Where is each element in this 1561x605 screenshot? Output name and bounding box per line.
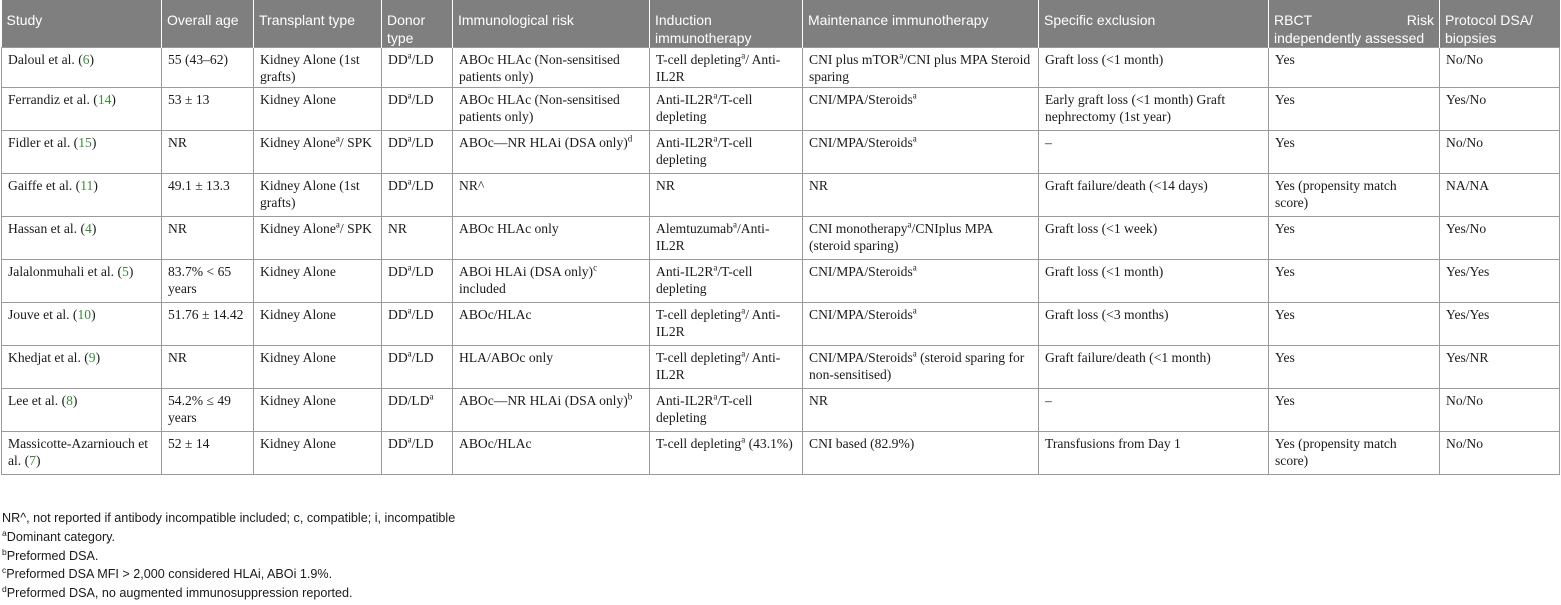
cell-induction: T-cell depleting$^a$/ Anti-IL2R xyxy=(650,303,803,346)
cell-protocol: Yes/Yes xyxy=(1440,303,1560,346)
reference-link[interactable]: 8 xyxy=(66,393,73,408)
cell-protocol: Yes/No xyxy=(1440,217,1560,260)
cell-rbct: Yes xyxy=(1269,217,1440,260)
cell-transplant: Kidney Alone xyxy=(254,88,382,131)
cell-rbct: Yes xyxy=(1269,303,1440,346)
header-maintenance: Maintenance immunotherapy xyxy=(803,0,1039,48)
cell-donor: $DD^a/LD$ xyxy=(382,432,453,475)
header-overall-age: Overall age xyxy=(162,0,254,48)
cell-transplant: Kidney Alone xyxy=(254,389,382,432)
table-footnotes xyxy=(2,509,455,603)
cell-study: Ferrandiz et al. (14) xyxy=(2,88,162,131)
cell-exclusion: – xyxy=(1039,389,1269,432)
table-row xyxy=(2,174,1560,217)
cell-protocol: Yes/No xyxy=(1440,88,1560,131)
cell-study: Fidler et al. (15) xyxy=(2,131,162,174)
table-header-row xyxy=(2,0,1560,48)
header-exclusion: Specific exclusion xyxy=(1039,0,1269,48)
cell-age: NR xyxy=(162,131,254,174)
cell-age: 53 ± 13 xyxy=(162,88,254,131)
cell-risk: ABOc/HLAc xyxy=(453,432,650,475)
cell-risk: ABOc HLAc only xyxy=(453,217,650,260)
cell-maintenance: CNI/MPA/Steroids$^a$ xyxy=(803,303,1039,346)
reference-link[interactable]: 15 xyxy=(78,135,92,150)
cell-donor: $DD^a/LD$ xyxy=(382,131,453,174)
cell-maintenance: NR xyxy=(803,174,1039,217)
table-row xyxy=(2,131,1560,174)
reference-link[interactable]: 9 xyxy=(88,350,96,365)
cell-maintenance: CNI/MPA/Steroids$^a$ xyxy=(803,88,1039,131)
cell-transplant: Kidney Alone$^a$/ SPK xyxy=(254,217,382,260)
cell-rbct: Yes xyxy=(1269,346,1440,389)
header-independently-label: independently assessed xyxy=(1274,30,1425,46)
cell-transplant: Kidney Alone xyxy=(254,432,382,475)
cell-donor: $DD^a/LD$ xyxy=(382,260,453,303)
cell-maintenance: CNI/MPA/Steroids$^a$ (steroid sparing for non-sensitised) xyxy=(803,346,1039,389)
cell-induction: NR xyxy=(650,174,803,217)
header-induction: Induction immunotherapy xyxy=(650,0,803,48)
cell-risk: ABOc—NR HLAi (DSA only)$^b$ xyxy=(453,389,650,432)
cell-age: 55 (43–62) xyxy=(162,48,254,88)
cell-donor: $DD^a/LD$ xyxy=(382,88,453,131)
cell-donor: $DD/LD^a$ xyxy=(382,389,453,432)
cell-study: Hassan et al. (4) xyxy=(2,217,162,260)
cell-risk: ABOc—NR HLAi (DSA only)$^d$ xyxy=(453,131,650,174)
header-rbct xyxy=(1269,0,1440,48)
cell-exclusion: Transfusions from Day 1 xyxy=(1039,432,1269,475)
cell-age: 54.2% ≤ 49 years xyxy=(162,389,254,432)
studies-table xyxy=(1,0,1560,475)
cell-exclusion: Early graft loss (<1 month) Graft nephrectomy (1st year) xyxy=(1039,88,1269,131)
cell-exclusion: Graft failure/death (<14 days) xyxy=(1039,174,1269,217)
cell-study: Khedjat et al. (9) xyxy=(2,346,162,389)
cell-protocol: No/No xyxy=(1440,131,1560,174)
cell-risk: ABOc HLAc (Non-sensitised patients only) xyxy=(453,88,650,131)
cell-study: Lee et al. (8) xyxy=(2,389,162,432)
cell-induction: Anti-$IL2R^a/T$-cell depleting xyxy=(650,88,803,131)
cell-rbct: Yes xyxy=(1269,88,1440,131)
header-risk-label: Risk xyxy=(1406,12,1434,28)
table-row xyxy=(2,303,1560,346)
cell-study: Massicotte-Azarniouch et al. (7) xyxy=(2,432,162,475)
cell-rbct: Yes (propensity match score) xyxy=(1269,432,1440,475)
cell-protocol: Yes/Yes xyxy=(1440,260,1560,303)
cell-study: Jouve et al. (10) xyxy=(2,303,162,346)
cell-rbct: Yes xyxy=(1269,260,1440,303)
cell-induction: Anti-$IL2R^a/T$-cell depleting xyxy=(650,389,803,432)
table-container xyxy=(1,0,1559,475)
cell-maintenance: CNI/MPA/Steroids$^a$ xyxy=(803,260,1039,303)
table-row xyxy=(2,389,1560,432)
cell-protocol: No/No xyxy=(1440,389,1560,432)
cell-rbct: Yes xyxy=(1269,131,1440,174)
cell-risk: NR^ xyxy=(453,174,650,217)
cell-transplant: Kidney Alone (1st grafts) xyxy=(254,48,382,88)
cell-maintenance: CNI/MPA/Steroids$^a$ xyxy=(803,131,1039,174)
cell-age: NR xyxy=(162,217,254,260)
cell-protocol: Yes/NR xyxy=(1440,346,1560,389)
cell-rbct: Yes xyxy=(1269,48,1440,88)
cell-donor: $DD^a/LD$ xyxy=(382,346,453,389)
cell-protocol: No/No xyxy=(1440,432,1560,475)
cell-induction: Anti-$IL2R^a/T$-cell depleting xyxy=(650,131,803,174)
cell-exclusion: Graft failure/death (<1 month) xyxy=(1039,346,1269,389)
cell-induction: T-cell depleting$^a$/ Anti-IL2R xyxy=(650,346,803,389)
reference-link[interactable]: 6 xyxy=(82,52,90,67)
cell-rbct: Yes (propensity match score) xyxy=(1269,174,1440,217)
header-study: Study xyxy=(2,0,162,48)
cell-maintenance: NR xyxy=(803,389,1039,432)
reference-link[interactable]: 10 xyxy=(77,307,92,322)
table-row xyxy=(2,88,1560,131)
cell-induction: Alemtuzumab$^a$/Anti-IL2R xyxy=(650,217,803,260)
cell-maintenance: CNI plus mTOR$^a$/CNI plus MPA Steroid sparing xyxy=(803,48,1039,88)
header-donor-type: Donor type xyxy=(382,0,453,48)
header-protocol: Protocol DSA/ biopsies xyxy=(1440,0,1560,48)
cell-study: Gaiffe et al. (11) xyxy=(2,174,162,217)
cell-risk: ABOc/HLAc xyxy=(453,303,650,346)
cell-exclusion: – xyxy=(1039,131,1269,174)
cell-exclusion: Graft loss (<1 month) xyxy=(1039,260,1269,303)
cell-induction: T-cell depleting$^a$ (43.1%) xyxy=(650,432,803,475)
cell-transplant: Kidney Alone xyxy=(254,303,382,346)
cell-induction: T-cell depleting$^a$/ Anti-IL2R xyxy=(650,48,803,88)
cell-exclusion: Graft loss (<1 week) xyxy=(1039,217,1269,260)
table-row xyxy=(2,217,1560,260)
footnote-b: $^b$Preformed DSA. xyxy=(2,546,99,563)
cell-donor: $DD^a/LD$ xyxy=(382,48,453,88)
footnote-c: $^c$Preformed DSA MFI > 2,000 considered HLAi, ABOi 1.9%. xyxy=(2,565,333,582)
cell-age: NR xyxy=(162,346,254,389)
header-immunological-risk: Immunological risk xyxy=(453,0,650,48)
reference-link[interactable]: 7 xyxy=(29,453,36,468)
table-row xyxy=(2,48,1560,88)
cell-donor: $DD^a/LD$ xyxy=(382,174,453,217)
cell-donor: NR xyxy=(382,217,453,260)
cell-protocol: NA/NA xyxy=(1440,174,1560,217)
cell-protocol: No/No xyxy=(1440,48,1560,88)
cell-risk: ABOi HLAi (DSA only)$^c$ included xyxy=(453,260,650,303)
cell-risk: ABOc HLAc (Non-sensitised patients only) xyxy=(453,48,650,88)
cell-exclusion: Graft loss (<1 month) xyxy=(1039,48,1269,88)
cell-risk: HLA/ABOc only xyxy=(453,346,650,389)
cell-exclusion: Graft loss (<3 months) xyxy=(1039,303,1269,346)
cell-transplant: Kidney Alone (1st grafts) xyxy=(254,174,382,217)
table-row xyxy=(2,432,1560,475)
cell-age: 83.7% < 65 years xyxy=(162,260,254,303)
cell-age: 49.1 ± 13.3 xyxy=(162,174,254,217)
table-row xyxy=(2,260,1560,303)
footnote-d: $^d$Preformed DSA, no augmented immunosuppression reported. xyxy=(2,584,353,601)
cell-induction: Anti-$IL2R^a/T$-cell depleting xyxy=(650,260,803,303)
table-row xyxy=(2,346,1560,389)
cell-donor: $DD^a/LD$ xyxy=(382,303,453,346)
reference-link[interactable]: 14 xyxy=(97,92,112,107)
cell-transplant: Kidney Alone xyxy=(254,346,382,389)
cell-age: 51.76 ± 14.42 xyxy=(162,303,254,346)
reference-link[interactable]: 4 xyxy=(85,221,92,236)
footnote-nr: NR^, not reported if antibody incompatible included; c, compatible; i, incompatible xyxy=(2,511,456,525)
cell-transplant: Kidney Alone$^a$/ SPK xyxy=(254,131,382,174)
cell-study: Jalalonmuhali et al. (5) xyxy=(2,260,162,303)
cell-age: 52 ± 14 xyxy=(162,432,254,475)
header-rbct-label: RBCT xyxy=(1274,12,1313,28)
cell-maintenance: CNI monotherapy$^a$/CNIplus MPA (steroid sparing) xyxy=(803,217,1039,260)
header-transplant-type: Transplant type xyxy=(254,0,382,48)
reference-link[interactable]: 11 xyxy=(80,178,94,193)
cell-rbct: Yes xyxy=(1269,389,1440,432)
reference-link[interactable]: 5 xyxy=(122,264,129,279)
footnote-a: $^a$Dominant category. xyxy=(2,527,115,544)
cell-transplant: Kidney Alone xyxy=(254,260,382,303)
cell-maintenance: CNI based (82.9%) xyxy=(803,432,1039,475)
cell-study: Daloul et al. (6) xyxy=(2,48,162,88)
